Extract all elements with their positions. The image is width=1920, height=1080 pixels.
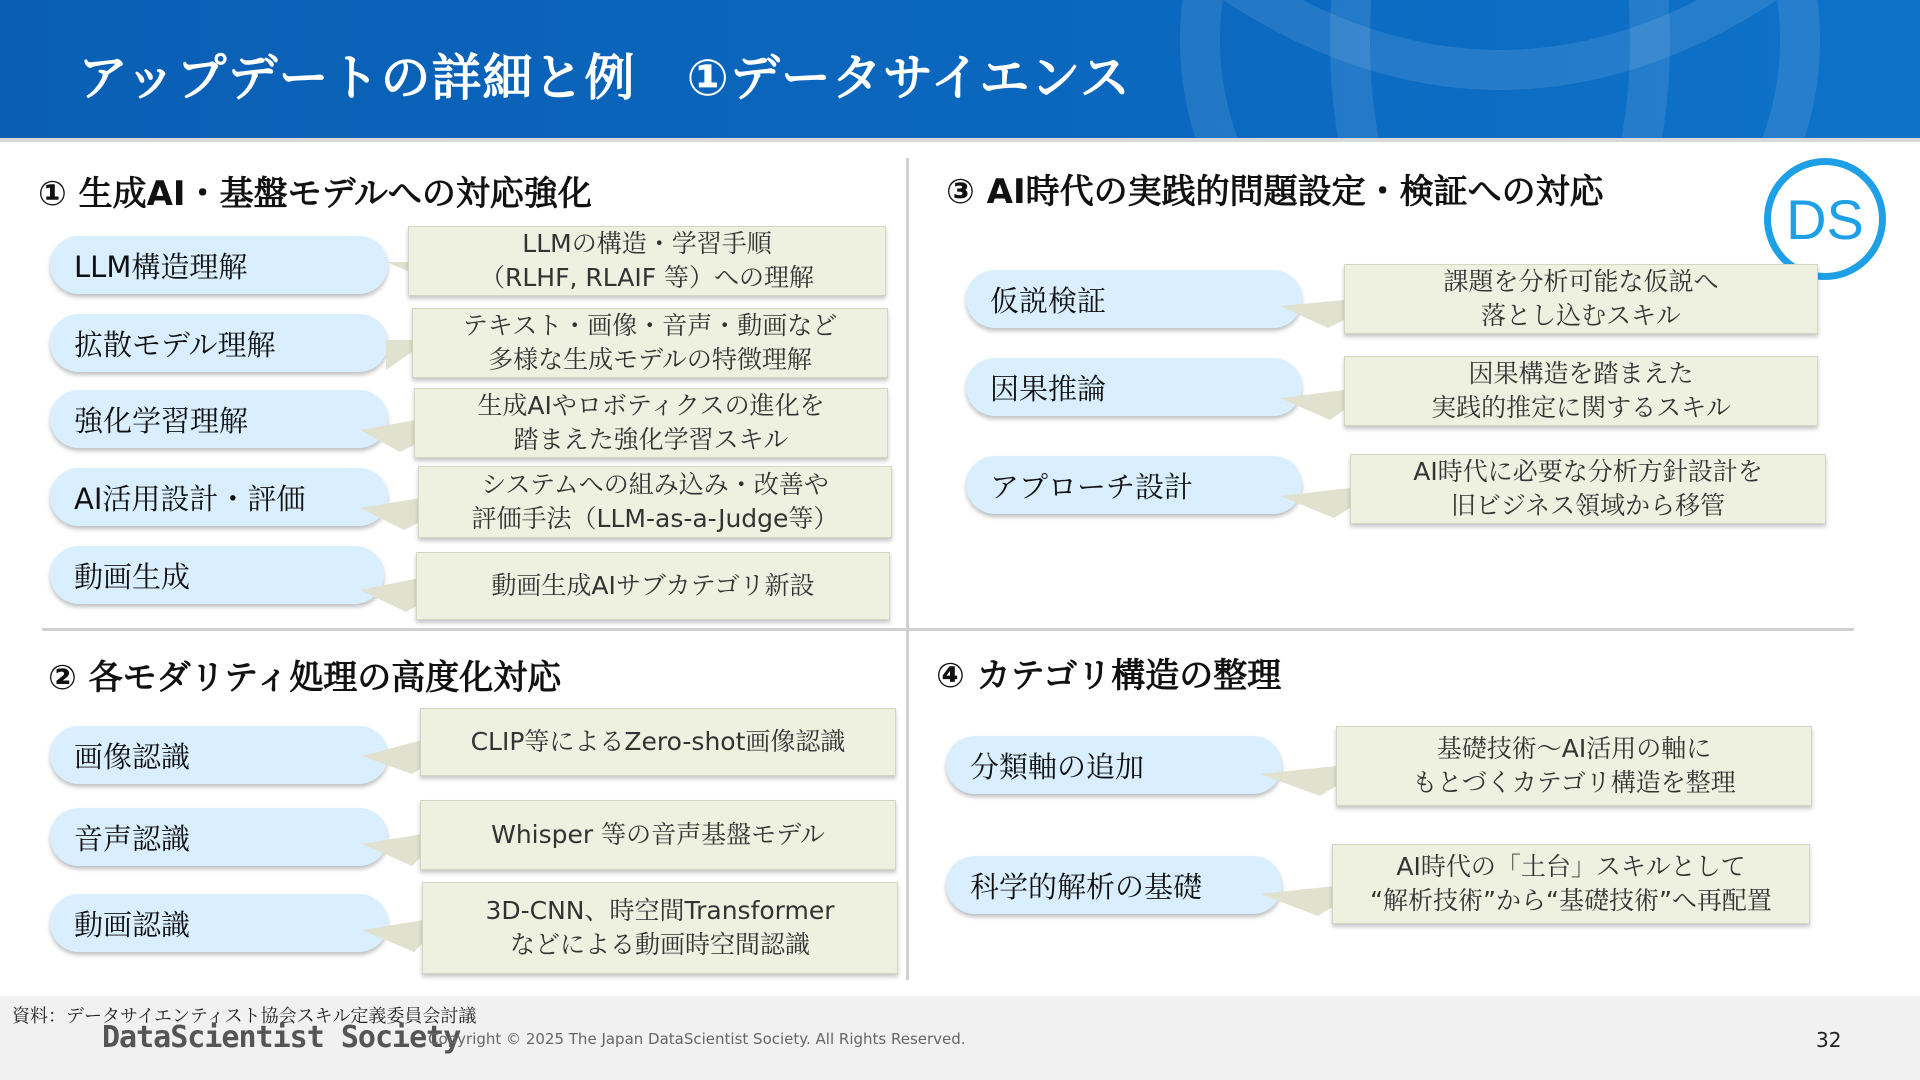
- callout-tail: [1280, 300, 1344, 328]
- desc-scientific-analysis: [1332, 844, 1810, 924]
- pill-approach-design: アプローチ設計: [966, 456, 1302, 514]
- desc-line: Whisper 等の音声基盤モデル: [491, 820, 825, 849]
- pill-scientific-analysis: 科学的解析の基礎: [946, 856, 1282, 914]
- desc-video-generation: [416, 552, 890, 620]
- pill-hypothesis-testing: 仮説検証: [966, 270, 1302, 328]
- section-title-practice: ③ AI時代の実践的問題設定・検証への対応: [946, 172, 1604, 212]
- pill-ai-design-eval: AI活用設計・評価: [50, 468, 388, 526]
- desc-line: などによる動画時空間認識: [509, 930, 810, 959]
- desc-line: もとづくカテゴリ構造を整理: [1412, 768, 1736, 797]
- desc-line: 多様な生成モデルの特徴理解: [488, 345, 812, 374]
- callout-tail: [360, 420, 416, 452]
- callout-tail: [1260, 886, 1334, 916]
- desc-causal-inference: [1344, 356, 1818, 426]
- desc-approach-design: [1350, 454, 1826, 524]
- desc-line: AI時代に必要な分析方針設計を: [1413, 457, 1763, 486]
- header-underline: [0, 138, 1920, 142]
- section-title-modality: ② 各モダリティ処理の高度化対応: [48, 658, 562, 698]
- desc-speech-recognition: [420, 800, 896, 870]
- desc-image-recognition: [420, 708, 896, 776]
- section-title-category: ④ カテゴリ構造の整理: [936, 656, 1282, 696]
- desc-line: システムへの組み込み・改善や: [481, 470, 829, 499]
- desc-hypothesis-testing: [1344, 264, 1818, 334]
- desc-reinforcement: [414, 388, 888, 458]
- page-title: アップデートの詳細と例 ①データサイエンス: [78, 49, 1131, 107]
- desc-line: 踏まえた強化学習スキル: [513, 425, 789, 454]
- callout-tail: [1260, 766, 1336, 796]
- desc-llm-structure: [408, 226, 886, 296]
- horizontal-divider: [42, 628, 1854, 631]
- desc-line: 3D-CNN、時空間Transformer: [485, 896, 835, 925]
- callout-tail: [362, 834, 422, 866]
- pill-llm-structure: LLM構造理解: [50, 236, 388, 294]
- desc-line: 基礎技術～AI活用の軸に: [1436, 734, 1712, 763]
- desc-line: CLIP等によるZero-shot画像認識: [470, 727, 846, 756]
- desc-line: 生成AIやロボティクスの進化を: [477, 391, 825, 420]
- globe-decoration-icon: [1080, 0, 1920, 138]
- desc-line: 実践的推定に関するスキル: [1431, 393, 1731, 422]
- pill-video-generation: 動画生成: [50, 546, 384, 604]
- ds-badge: DS: [1764, 158, 1886, 280]
- pill-diffusion: 拡散モデル理解: [50, 314, 388, 372]
- callout-tail: [1280, 390, 1344, 420]
- desc-line: “解析技術”から“基礎技術”へ再配置: [1370, 886, 1772, 915]
- header-bar: [0, 0, 1920, 138]
- desc-line: 旧ビジネス領域から移管: [1450, 491, 1726, 520]
- pill-video-recognition: 動画認識: [50, 894, 388, 952]
- desc-ai-design-eval: [418, 466, 892, 538]
- desc-line: 因果構造を踏まえた: [1468, 359, 1694, 388]
- desc-line: 課題を分析可能な仮説へ: [1443, 267, 1719, 296]
- callout-tail: [386, 262, 410, 286]
- pill-image-recognition: 画像認識: [50, 726, 388, 784]
- pill-speech-recognition: 音声認識: [50, 808, 388, 866]
- section-title-genai: ① 生成AI・基盤モデルへの対応強化: [38, 174, 592, 214]
- desc-line: 動画生成AIサブカテゴリ新設: [491, 571, 815, 600]
- desc-line: 落とし込むスキル: [1481, 301, 1681, 330]
- desc-line: テキスト・画像・音声・動画など: [462, 311, 838, 340]
- desc-video-recognition: [422, 882, 898, 974]
- desc-diffusion: [412, 308, 888, 378]
- callout-tail: [1280, 488, 1350, 518]
- callout-tail: [386, 340, 412, 372]
- callout-tail: [360, 498, 420, 530]
- society-logo: DataScientist Society: [102, 1020, 461, 1055]
- callout-tail: [360, 578, 420, 612]
- desc-add-axis: [1336, 726, 1812, 806]
- source-note: 資料：データサイエンティスト協会スキル定義委員会討議: [12, 1006, 477, 1027]
- page-number: 32: [1816, 1028, 1842, 1052]
- pill-add-axis: 分類軸の追加: [946, 736, 1282, 794]
- vertical-divider: [906, 158, 909, 980]
- pill-reinforcement: 強化学習理解: [50, 390, 388, 448]
- desc-line: AI時代の「土台」スキルとして: [1396, 852, 1746, 881]
- callout-tail: [362, 920, 424, 952]
- copyright: Copyright © 2025 The Japan DataScientist Society. All Rights Reserved.: [428, 1030, 966, 1048]
- desc-line: 評価手法（LLM-as-a-Judge等）: [471, 504, 839, 533]
- pill-causal-inference: 因果推論: [966, 358, 1302, 416]
- desc-line: （RLHF, RLAIF 等）への理解: [479, 263, 815, 292]
- callout-tail: [362, 740, 422, 774]
- desc-line: LLMの構造・学習手順: [522, 229, 772, 258]
